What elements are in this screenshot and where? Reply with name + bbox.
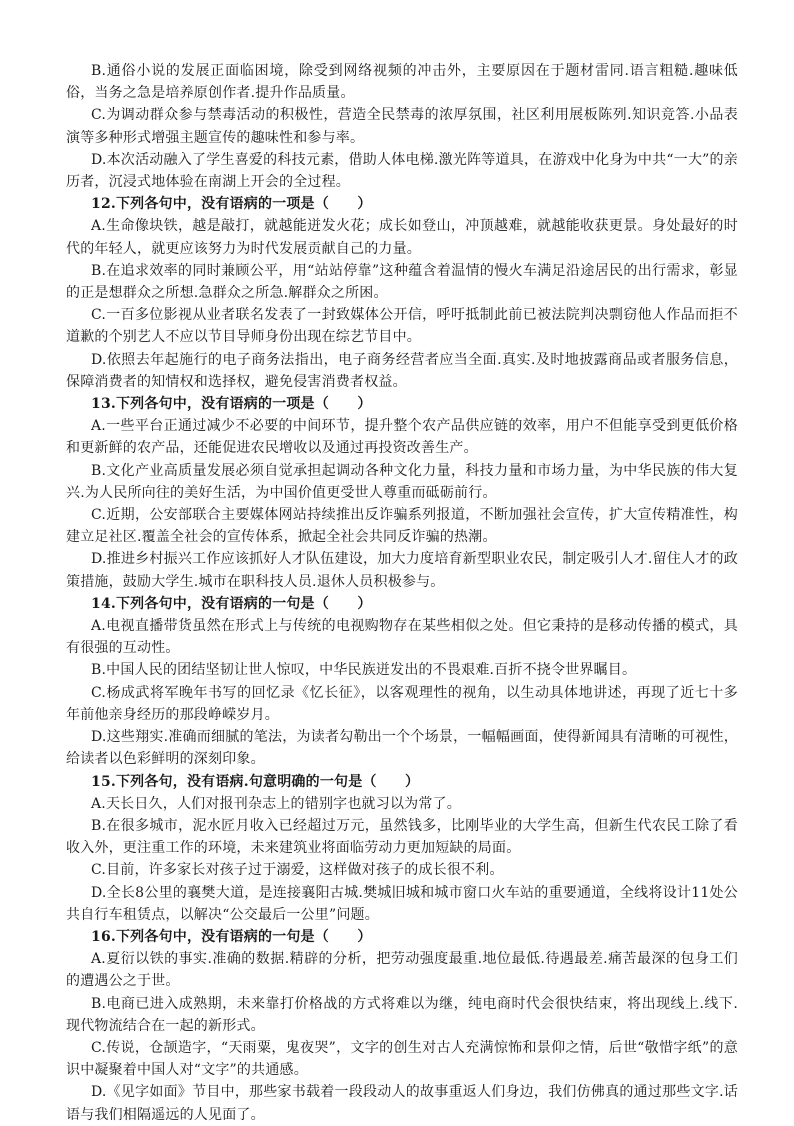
answer-option: A.一些平台正通过减少不必要的中间环节，提升整个农产品供应链的效率，用户不但能享受到更低价格和更新鲜的农产品，还能促进农民增收以及通过再投资改善生产。 bbox=[66, 418, 738, 457]
answer-option: A.天长日久，人们对报刊杂志上的错别字也就习以为常了。 bbox=[91, 795, 461, 812]
answer-option: C.目前，许多家长对孩子过于溺爱，这样做对孩子的成长很不利。 bbox=[91, 862, 504, 879]
answer-option: D.依照去年起施行的电子商务法指出，电子商务经营者应当全面.真实.及时地披露商品或者服务信息，保障消费者的知情权和选择权，避免侵害消费者权益。 bbox=[66, 351, 738, 390]
answer-option: B.电商已进入成熟期，未来靠打价格战的方式将难以为继，纯电商时代会很快结束，将出现线上.线下.现代物流结合在一起的新形式。 bbox=[66, 995, 738, 1034]
answer-option: D.《见字如面》节目中，那些家书载着一段段动人的故事重返人们身边，我们仿佛真的通过那些文字.话语与我们相隔遥远的人见面了。 bbox=[66, 1084, 738, 1123]
answer-option: C.传说，仓颉造字，“天雨粟，鬼夜哭”，文字的创生对古人充满惊怖和景仰之情，后世“敬惜字纸”的意识中凝聚着中国人对“文字”的共通感。 bbox=[66, 1039, 738, 1079]
question-stem: 15.下列各句，没有语病.句意明确的一句是（ ） bbox=[91, 773, 420, 790]
answer-option: C.为调动群众参与禁毒活动的积极性，营造全民禁毒的浓厚氛围，社区利用展板陈列.知识竞答.小品表演等多种形式增强主题宣传的趣味性和参与率。 bbox=[66, 107, 738, 146]
answer-option: B.在很多城市，泥水匠月收入已经超过万元，虽然钱多，比刚毕业的大学生高，但新生代农民工除了看收入外，更注重工作的环境，未来建筑业将面临劳动力更加短缺的局面。 bbox=[66, 817, 738, 857]
question-text-body bbox=[66, 60, 738, 1126]
answer-option: B.通俗小说的发展正面临困境，除受到网络视频的冲击外，主要原因在于题材雷同.语言粗糙.趣味低俗，当务之急是培养原创作者.提升作品质量。 bbox=[66, 63, 738, 102]
answer-option: A.夏衍以铁的事实.准确的数据.精辟的分析，把劳动强度最重.地位最低.待遇最差.痛苦最深的包身工们的遭遇公之于世。 bbox=[66, 951, 738, 990]
question-stem: 13.下列各句中，没有语病的一项是（ ） bbox=[91, 396, 372, 413]
answer-option: C.近期，公安部联合主要媒体网站持续推出反诈骗系列报道，不断加强社会宣传，扩大宣传精准性，构建立足社区.覆盖全社会的宣传体系，掀起全社会共同反诈骗的热潮。 bbox=[66, 507, 738, 546]
answer-option: D.全长8公里的襄樊大道，是连接襄阳古城.樊城旧城和城市窗口火车站的重要通道，全线将设计11处公共自行车租赁点，以解决“公交最后一公里”问题。 bbox=[66, 884, 738, 923]
answer-option: B.在追求效率的同时兼顾公平，用“站站停靠”这种蕴含着温情的慢火车满足沿途居民的出行需求，彰显的正是想群众之所想.急群众之所急.解群众之所困。 bbox=[66, 262, 738, 302]
answer-option: D.这些翔实.准确而细腻的笔法，为读者勾勒出一个个场景，一幅幅画面，使得新闻具有清晰的可视性，给读者以色彩鲜明的深刻印象。 bbox=[66, 729, 738, 768]
answer-option: B.文化产业高质量发展必须自觉承担起调动各种文化力量，科技力量和市场力量，为中华民族的伟大复兴.为人民所向往的美好生活，为中国价值更受世人尊重而砥砺前行。 bbox=[66, 462, 738, 501]
question-stem: 16.下列各句中，没有语病的一句是（ ） bbox=[91, 928, 372, 945]
question-stem: 14.下列各句中，没有语病的一句是（ ） bbox=[91, 595, 372, 612]
answer-option: C.杨成武将军晚年书写的回忆录《忆长征》，以客观理性的视角，以生动具体地讲述，再现了近七十多年前他亲身经历的那段峥嵘岁月。 bbox=[66, 684, 738, 723]
answer-option: A.电视直播带货虽然在形式上与传统的电视购物存在某些相似之处。但它秉持的是移动传播的模式，具有很强的互动性。 bbox=[66, 618, 738, 657]
answer-option: D.本次活动融入了学生喜爱的科技元素，借助人体电梯.激光阵等道具，在游戏中化身为中共“一大”的亲历者，沉浸式地体验在南湖上开会的全过程。 bbox=[66, 151, 738, 191]
answer-option: A.生命像块铁，越是敲打，就越能迸发火花；成长如登山，冲顶越难，就越能收获更景。身处最好的时代的年轻人，就更应该努力为时代发展贡献自己的力量。 bbox=[66, 218, 738, 257]
answer-option: B.中国人民的团结坚韧让世人惊叹，中华民族迸发出的不畏艰难.百折不挠令世界瞩目。 bbox=[91, 662, 637, 679]
answer-option: C.一百多位影视从业者联名发表了一封致媒体公开信，呼吁抵制此前已被法院判决剽窃他人作品而拒不道歉的个别艺人不应以节目导师身份出现在综艺节目中。 bbox=[66, 307, 738, 346]
answer-option: D.推进乡村振兴工作应该抓好人才队伍建设，加大力度培育新型职业农民，制定吸引人才.留住人才的政策措施，鼓励大学生.城市在职科技人员.退休人员积极参与。 bbox=[66, 551, 738, 590]
question-stem: 12.下列各句中，没有语病的一项是（ ） bbox=[91, 196, 372, 213]
